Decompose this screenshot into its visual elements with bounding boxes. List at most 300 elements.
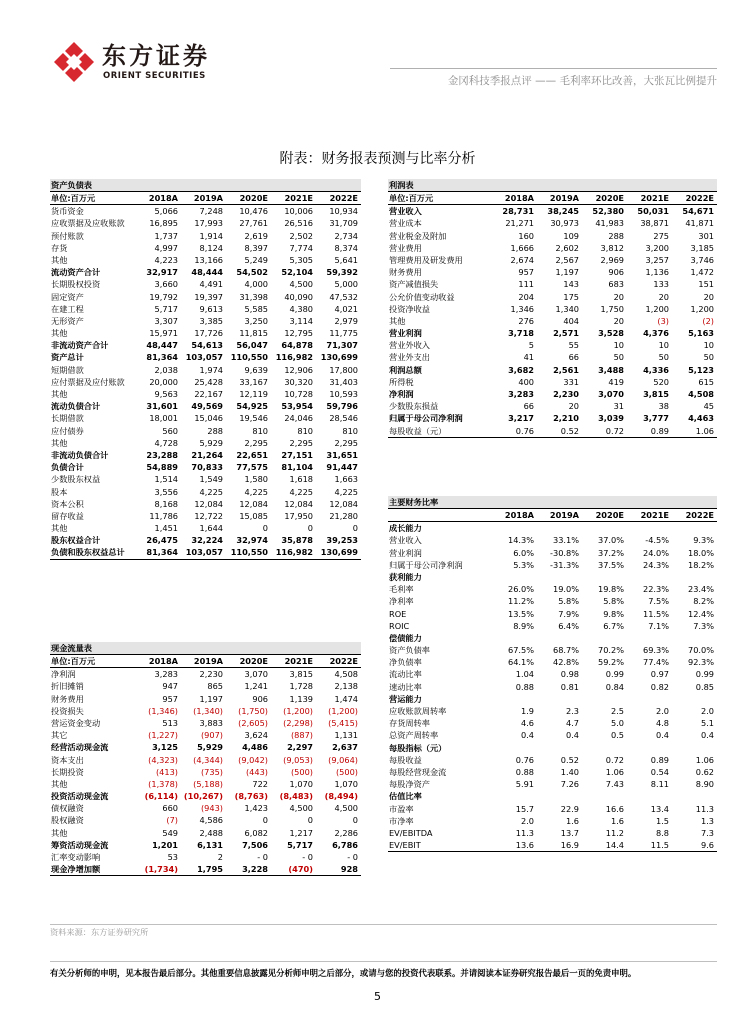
cell-value: 11.5% xyxy=(642,608,669,619)
cell-value: 54,925 xyxy=(236,401,268,412)
cell-value: 0.97 xyxy=(650,669,669,680)
cell-value: 5,163 xyxy=(688,328,714,339)
cell-value: 4,336 xyxy=(643,364,669,375)
cell-value: 4,586 xyxy=(199,815,223,826)
cell-value: - 0 xyxy=(302,852,313,862)
cell-value: 13.6 xyxy=(515,840,534,851)
cell-value: 3,718 xyxy=(508,328,534,339)
table-row xyxy=(50,327,361,339)
income-statement-panel xyxy=(388,179,717,438)
cell-value: 50 xyxy=(613,352,624,363)
cell-value: 1,663 xyxy=(334,474,358,485)
cell-value: 26,516 xyxy=(284,218,313,229)
table-row xyxy=(388,693,717,705)
cell-value: 10,476 xyxy=(239,206,268,217)
table-row xyxy=(388,291,717,303)
table-row xyxy=(388,839,717,852)
cell-value: 1,197 xyxy=(555,267,579,278)
cell-value: 50 xyxy=(703,352,714,363)
row-label: 营业利润 xyxy=(389,328,422,339)
cell-value: 21,271 xyxy=(505,218,534,229)
row-label: 预付账款 xyxy=(51,230,84,241)
cell-value: 4,486 xyxy=(242,742,268,753)
table-row xyxy=(388,717,717,729)
cell-value: 2,602 xyxy=(555,242,579,253)
unit-label: 单位:百万元 xyxy=(50,655,136,668)
cell-value: 41 xyxy=(523,352,534,363)
cell-value: 2,295 xyxy=(334,437,358,448)
cell-value: 1,451 xyxy=(154,523,178,534)
row-label: 其他 xyxy=(51,523,68,534)
row-label: 投资活动现金流 xyxy=(51,791,109,802)
cell-value: 39,253 xyxy=(326,535,358,546)
row-label: 每股指标（元） xyxy=(389,742,447,753)
cell-value: 31 xyxy=(613,401,624,412)
cell-value: 331 xyxy=(563,376,579,387)
row-label: 资本公积 xyxy=(51,498,84,509)
cell-value: 3,228 xyxy=(242,864,268,875)
table-row xyxy=(50,754,361,766)
cell-value xyxy=(537,790,582,802)
cell-value: 2,502 xyxy=(289,230,313,241)
table-row xyxy=(388,522,717,535)
cell-value: 5.8% xyxy=(603,596,624,607)
cell-value: 143 xyxy=(563,279,579,290)
cell-value: 54,613 xyxy=(191,340,223,351)
cell-value: 1,795 xyxy=(197,864,223,875)
cell-value: 13.4 xyxy=(650,803,669,814)
cell-value: 2,567 xyxy=(555,254,579,265)
table-row xyxy=(388,766,717,778)
row-label: 净利润 xyxy=(51,669,76,680)
table-row xyxy=(50,449,361,461)
row-label: 速动比率 xyxy=(389,681,422,692)
cell-value: 7,506 xyxy=(242,839,268,850)
table-row xyxy=(50,510,361,522)
cell-value: 204 xyxy=(518,291,534,302)
cell-value: (3) xyxy=(657,315,669,326)
cell-value: 10 xyxy=(703,340,714,351)
row-label: 营业税金及附加 xyxy=(389,230,447,241)
cell-value: 22.9 xyxy=(560,803,579,814)
cell-value: 560 xyxy=(162,425,178,436)
cell-value: 3,307 xyxy=(154,315,178,326)
table-row xyxy=(388,278,717,290)
cell-value: 0.99 xyxy=(695,669,714,680)
row-label: 其他 xyxy=(51,254,68,265)
cell-value: 0.84 xyxy=(605,681,624,692)
cell-value: 0.81 xyxy=(560,681,579,692)
cell-value: 77.4% xyxy=(642,657,669,668)
cell-value: 27,761 xyxy=(239,218,268,229)
row-label: 归属于母公司净利润 xyxy=(389,559,463,570)
cell-value: - 0 xyxy=(347,852,358,862)
cell-value: 0 xyxy=(352,523,358,534)
row-label: 营业利润 xyxy=(389,547,422,558)
table-row xyxy=(50,412,361,424)
cell-value: 2,619 xyxy=(244,230,268,241)
cell-value: (470) xyxy=(288,864,313,875)
unit-label: 单位:百万元 xyxy=(50,192,136,205)
cell-value: 3,185 xyxy=(690,242,714,253)
table-row xyxy=(388,266,717,278)
cell-value: 9.8% xyxy=(603,608,624,619)
cell-value: 9,563 xyxy=(154,389,178,399)
cell-value: 3,746 xyxy=(690,254,714,265)
cell-value: 54,671 xyxy=(682,206,714,217)
cell-value: 17,950 xyxy=(284,510,313,521)
table-row xyxy=(50,364,361,376)
cell-value: 70,833 xyxy=(191,462,223,473)
table-row xyxy=(388,534,717,546)
row-label: 市盈率 xyxy=(389,803,414,814)
table-row xyxy=(388,571,717,583)
cell-value: (500) xyxy=(335,766,358,777)
table-row xyxy=(388,351,717,363)
ratios-panel xyxy=(388,496,717,852)
table-row xyxy=(388,339,717,351)
row-label: 营业成本 xyxy=(389,218,422,229)
cell-value: 7.1% xyxy=(648,620,669,631)
table-row xyxy=(50,778,361,790)
cell-value: 0.98 xyxy=(560,669,579,680)
table-row xyxy=(50,291,361,303)
cell-value: 8,397 xyxy=(244,242,268,253)
row-label: 流动比率 xyxy=(389,669,422,680)
cell-value: 906 xyxy=(608,267,624,278)
cell-value: 5,717 xyxy=(287,839,313,850)
cell-value: (5,415) xyxy=(328,717,358,728)
cell-value: 32,917 xyxy=(146,267,178,278)
row-label: 资产减值损失 xyxy=(389,279,439,290)
cell-value: 70.2% xyxy=(597,645,624,656)
table-row xyxy=(50,741,361,753)
cell-value: 288 xyxy=(608,230,624,241)
cell-value: (4,344) xyxy=(193,754,223,765)
cell-value: 2.0 xyxy=(655,706,669,716)
cell-value: 3,385 xyxy=(199,315,223,326)
cell-value: 42.8% xyxy=(552,657,579,668)
row-label: 应付债券 xyxy=(51,425,84,436)
cell-value: 31,709 xyxy=(329,218,358,229)
cell-value: (9,042) xyxy=(238,754,268,765)
cell-value: 8.2% xyxy=(693,596,714,607)
cell-value: 8.9% xyxy=(513,620,534,631)
table-row xyxy=(50,217,361,229)
table-row xyxy=(388,388,717,400)
cell-value xyxy=(582,522,627,535)
cell-value: 25,428 xyxy=(194,376,223,387)
table-row xyxy=(388,254,717,266)
cell-value: (9,053) xyxy=(283,754,313,765)
cell-value: 660 xyxy=(162,803,178,814)
cell-value: 13,166 xyxy=(194,254,223,265)
row-label: 股东权益合计 xyxy=(51,535,101,546)
cell-value: 28,546 xyxy=(329,413,358,424)
cell-value: 683 xyxy=(608,279,624,290)
row-label: 毛利率 xyxy=(389,584,414,595)
cell-value: 810 xyxy=(342,425,358,436)
cell-value: 4,376 xyxy=(643,328,669,339)
cell-value: 0.88 xyxy=(515,681,534,692)
table-row xyxy=(388,205,717,218)
cell-value: 59.2% xyxy=(597,657,624,668)
cell-value: 2 xyxy=(217,852,223,862)
disclaimer: 有关分析师的申明，见本报告最后部分。其他重要信息披露见分析师申明之后部分，或请与您的投资代表联系。并请阅读本证券研究报告最后一页的免责申明。 xyxy=(50,968,637,978)
cell-value: 2,138 xyxy=(334,681,358,692)
cell-value: 110,550 xyxy=(230,352,268,363)
cell-value: 906 xyxy=(252,693,268,704)
table-row xyxy=(388,827,717,839)
cell-value: 7.9% xyxy=(558,608,579,619)
cell-value: 6.4% xyxy=(558,620,579,631)
cell-value: 2,571 xyxy=(553,328,579,339)
cell-value: (1,340) xyxy=(193,705,223,716)
cell-value: (4,323) xyxy=(148,754,178,765)
company-logo xyxy=(52,40,222,88)
cell-value: (413) xyxy=(155,766,178,777)
cell-value: 116,982 xyxy=(275,547,313,558)
cell-value: 45 xyxy=(703,401,714,412)
cell-value: 14.4 xyxy=(605,840,624,851)
row-label: 长期借款 xyxy=(51,413,84,424)
cell-value: (443) xyxy=(245,766,268,777)
cell-value: 37.0% xyxy=(597,535,624,546)
cell-value: 0.76 xyxy=(515,754,534,765)
cell-value: 2,230 xyxy=(199,669,223,680)
cell-value: 5,929 xyxy=(199,437,223,448)
row-label: 流动负债合计 xyxy=(51,401,101,412)
row-label: ROE xyxy=(389,608,407,619)
cell-value: 3,200 xyxy=(645,242,669,253)
row-label: 每股经营现金流 xyxy=(389,766,447,777)
cell-value: 23,288 xyxy=(146,449,178,460)
table-row xyxy=(388,364,717,376)
cell-value: 12,795 xyxy=(284,328,313,339)
table-row xyxy=(50,388,361,400)
ratios-title: 主要财务比率 xyxy=(388,496,717,509)
cell-value: 1,514 xyxy=(154,474,178,485)
year-header: 2018A xyxy=(492,509,537,522)
cell-value: 3,815 xyxy=(643,389,669,399)
cell-value: 24.0% xyxy=(642,547,669,558)
row-label: 应收账款周转率 xyxy=(389,706,447,716)
year-header: 2019A xyxy=(537,509,582,522)
cell-value: 1,139 xyxy=(289,693,313,704)
table-row xyxy=(50,498,361,510)
cell-value: (1,227) xyxy=(148,730,178,741)
cash-flow-title: 现金流量表 xyxy=(50,642,361,655)
table-row xyxy=(50,461,361,473)
row-label: EV/EBIT xyxy=(389,840,421,851)
row-label: 其他 xyxy=(51,389,68,399)
cell-value: 19.8% xyxy=(597,584,624,595)
cell-value: 18.2% xyxy=(687,559,714,570)
cell-value: 3,039 xyxy=(598,413,624,424)
cell-value: 22.3% xyxy=(642,584,669,595)
cell-value: 5,929 xyxy=(197,742,223,753)
cell-value xyxy=(627,632,672,644)
cell-value: 549 xyxy=(162,827,178,838)
cell-value xyxy=(627,790,672,802)
table-row xyxy=(388,412,717,424)
row-label: 应收票据及应收账款 xyxy=(51,218,125,229)
cell-value: 21,264 xyxy=(191,449,223,460)
row-label: 净利率 xyxy=(389,596,414,607)
cell-value: 7.5% xyxy=(648,596,669,607)
cell-value: 24.3% xyxy=(642,559,669,570)
row-label: 偿债能力 xyxy=(389,632,422,643)
cell-value: 10,728 xyxy=(284,389,313,399)
cell-value: 2,969 xyxy=(600,254,624,265)
cell-value: 3,217 xyxy=(508,413,534,424)
row-label: 其他 xyxy=(51,778,68,789)
row-label: 每股净资产 xyxy=(389,779,430,790)
table-header-row xyxy=(388,192,717,205)
cell-value: 133 xyxy=(653,279,669,290)
cell-value: 0 xyxy=(352,815,358,826)
cell-value: 52,104 xyxy=(281,267,313,278)
cell-value: 0.72 xyxy=(605,425,624,436)
table-row xyxy=(50,266,361,278)
cell-value: 2,295 xyxy=(289,437,313,448)
table-row xyxy=(50,851,361,863)
row-label: 估值比率 xyxy=(389,791,422,802)
cell-value: 520 xyxy=(653,376,669,387)
table-row xyxy=(50,315,361,327)
cell-value: 3,070 xyxy=(244,669,268,680)
year-header: 2022E xyxy=(672,192,717,205)
row-label: 经营活动现金流 xyxy=(51,742,109,753)
cell-value: 810 xyxy=(252,425,268,436)
cell-value: 0.82 xyxy=(650,681,669,692)
balance-sheet-table xyxy=(50,192,361,560)
cell-value: 1,666 xyxy=(510,242,534,253)
year-header: 2021E xyxy=(627,509,672,522)
row-label: 流动资产合计 xyxy=(51,267,101,278)
row-label: 货币资金 xyxy=(51,206,84,217)
cell-value: 116,982 xyxy=(275,352,313,363)
table-header-row xyxy=(50,655,361,668)
cell-value: 4,508 xyxy=(334,669,358,680)
cell-value xyxy=(582,632,627,644)
cell-value: 64.1% xyxy=(507,657,534,668)
year-header: 2020E xyxy=(582,192,627,205)
cell-value: 109 xyxy=(563,230,579,241)
cell-value: 1,201 xyxy=(152,839,178,850)
cell-value: 1,197 xyxy=(199,693,223,704)
cell-value: 37.2% xyxy=(597,547,624,558)
row-label: 少数股东权益 xyxy=(51,474,101,485)
cell-value: 15,971 xyxy=(149,328,178,339)
cell-value: 91,447 xyxy=(326,462,358,473)
cell-value: 4,500 xyxy=(289,279,313,290)
page-title: 附表：财务报表预测与比率分析 xyxy=(279,151,476,167)
table-row xyxy=(50,376,361,388)
cell-value: 8.90 xyxy=(695,779,714,790)
cell-value: 0.52 xyxy=(560,754,579,765)
cell-value: 9.3% xyxy=(693,535,714,546)
row-label: 营业外收入 xyxy=(389,340,430,351)
cell-value: (1,200) xyxy=(328,705,358,716)
cell-value: - 0 xyxy=(257,852,268,862)
year-header: 2021E xyxy=(271,192,316,205)
cell-value: 12,084 xyxy=(239,498,268,509)
cell-value: 2.0 xyxy=(520,815,534,826)
cell-value: 28,731 xyxy=(502,206,534,217)
cell-value: 0.85 xyxy=(695,681,714,692)
cell-value: 20 xyxy=(703,291,714,302)
row-label: 长期股权投资 xyxy=(51,279,101,290)
cell-value: 0.88 xyxy=(515,766,534,777)
row-label: 存货 xyxy=(51,242,68,253)
cell-value: 1,131 xyxy=(334,730,358,741)
cell-value: 15.7 xyxy=(515,803,534,814)
cell-value: 5,717 xyxy=(154,303,178,314)
cell-value: 4,380 xyxy=(289,303,313,314)
cell-value: 26,475 xyxy=(146,535,178,546)
cell-value: 9.6 xyxy=(700,840,714,851)
table-row xyxy=(50,205,361,218)
cell-value: 1,241 xyxy=(244,681,268,692)
cell-value: 12,084 xyxy=(329,498,358,509)
cell-value: 13.7 xyxy=(560,827,579,838)
table-row xyxy=(388,656,717,668)
cell-value: 9,639 xyxy=(244,364,268,375)
cell-value: 56,047 xyxy=(236,340,268,351)
cell-value: 50,031 xyxy=(637,206,669,217)
table-row xyxy=(388,242,717,254)
cell-value: 0.89 xyxy=(650,425,669,436)
cell-value: (9,064) xyxy=(328,754,358,765)
cell-value: 49,569 xyxy=(191,401,223,412)
cell-value: 12,722 xyxy=(194,510,223,521)
cell-value xyxy=(492,790,537,802)
cell-value: 69.3% xyxy=(642,645,669,656)
cell-value: 1,474 xyxy=(334,693,358,704)
cell-value: 615 xyxy=(698,376,714,387)
cell-value: 928 xyxy=(340,864,358,875)
cell-value: 1.06 xyxy=(695,425,714,436)
table-row xyxy=(50,814,361,826)
table-row xyxy=(388,400,717,412)
cell-value: 16.9 xyxy=(560,840,579,851)
row-label: 其他 xyxy=(51,827,68,838)
cell-value: 1.04 xyxy=(515,669,534,680)
cell-value: 5.91 xyxy=(515,779,534,790)
table-row xyxy=(388,217,717,229)
year-header: 2019A xyxy=(537,192,582,205)
cell-value: 1,750 xyxy=(600,303,624,314)
cell-value: 1,070 xyxy=(289,778,313,789)
row-label: 公允价值变动收益 xyxy=(389,291,455,302)
cell-value: 19.0% xyxy=(552,584,579,595)
cell-value: 6,786 xyxy=(332,839,358,850)
cell-value: 10 xyxy=(613,340,624,351)
cell-value xyxy=(672,571,717,583)
table-row xyxy=(388,559,717,571)
cell-value: 4,225 xyxy=(199,486,223,497)
cell-value: 3,283 xyxy=(508,389,534,399)
cell-value: 130,699 xyxy=(320,547,358,558)
cell-value: 5.3% xyxy=(513,559,534,570)
cell-value: 53,954 xyxy=(281,401,313,412)
row-label: 净利润 xyxy=(389,389,414,399)
cell-value xyxy=(492,571,537,583)
cell-value: 1,914 xyxy=(199,230,223,241)
row-label: 负债和股东权益总计 xyxy=(51,547,125,558)
cell-value: 10,934 xyxy=(329,206,358,217)
